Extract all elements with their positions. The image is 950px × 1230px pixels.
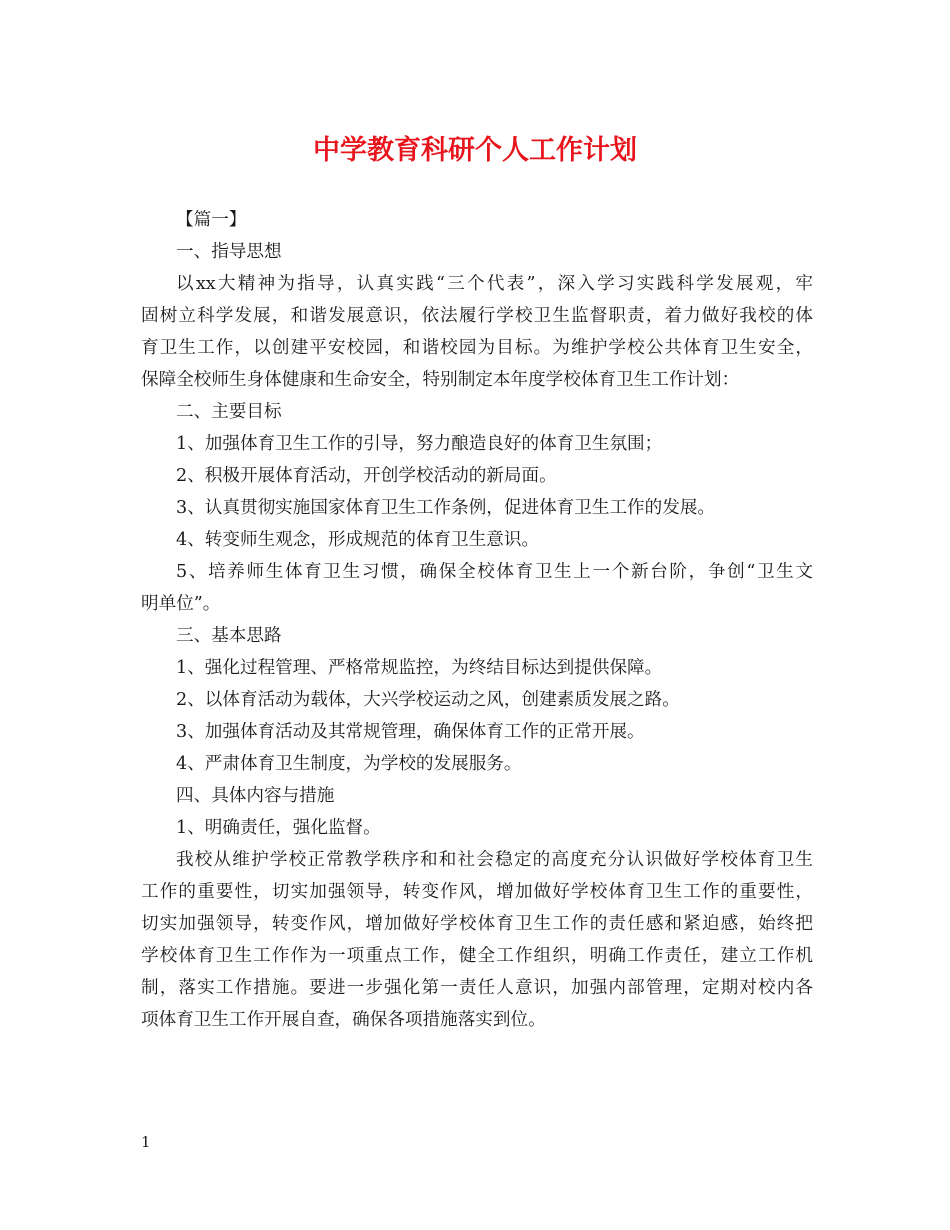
text-line: 明单位”。 bbox=[141, 594, 221, 614]
text-line: 4、转变师生观念，形成规范的体育卫生意识。 bbox=[176, 530, 540, 550]
text-line: 5、培养师生体育卫生习惯，确保全校体育卫生上一个新台阶，争创“卫生文 bbox=[176, 562, 813, 582]
text-line: 1、强化过程管理、严格常规监控，为终结目标达到提供保障。 bbox=[176, 658, 663, 678]
text-line: 以xx大精神为指导，认真实践“三个代表”，深入学习实践科学发展观，牢 bbox=[176, 274, 813, 294]
text-line: 育卫生工作，以创建平安校园，和谐校园为目标。为维护学校公共体育卫生安全， bbox=[141, 338, 813, 358]
document-body bbox=[141, 204, 813, 1036]
text-line: 【篇一】 bbox=[176, 210, 247, 230]
text-line: 2、以体育活动为载体，大兴学校运动之风，创建素质发展之路。 bbox=[176, 690, 680, 710]
text-line: 保障全校师生身体健康和生命安全，特别制定本年度学校体育卫生工作计划： bbox=[141, 370, 740, 390]
text-line: 二、主要目标 bbox=[176, 402, 282, 422]
text-line: 1、加强体育卫生工作的引导，努力酿造良好的体育卫生氛围； bbox=[176, 434, 663, 454]
text-line: 工作的重要性，切实加强领导，转变作风，增加做好学校体育卫生工作的重要性， bbox=[141, 882, 813, 902]
text-line: 一、指导思想 bbox=[176, 242, 282, 262]
text-line: 制，落实工作措施。要进一步强化第一责任人意识，加强内部管理，定期对校内各 bbox=[141, 978, 813, 998]
text-line: 固树立科学发展，和谐发展意识，依法履行学校卫生监督职责，着力做好我校的体 bbox=[141, 306, 813, 326]
text-line: 2、积极开展体育活动，开创学校活动的新局面。 bbox=[176, 466, 557, 486]
text-line: 4、严肃体育卫生制度，为学校的发展服务。 bbox=[176, 754, 522, 774]
page-number: 1 bbox=[141, 1133, 151, 1151]
text-line: 学校体育卫生工作作为一项重点工作，健全工作组织，明确工作责任，建立工作机 bbox=[141, 946, 813, 966]
text-line: 切实加强领导，转变作风，增加做好学校体育卫生工作的责任感和紧迫感，始终把 bbox=[141, 914, 813, 934]
document-title: 中学教育科研个人工作计划 bbox=[313, 135, 637, 166]
text-line: 3、加强体育活动及其常规管理，确保体育工作的正常开展。 bbox=[176, 722, 645, 742]
text-line: 项体育卫生工作开展自查，确保各项措施落实到位。 bbox=[141, 1010, 546, 1030]
text-line: 1、明确责任，强化监督。 bbox=[176, 818, 381, 838]
text-line: 3、认真贯彻实施国家体育卫生工作条例，促进体育卫生工作的发展。 bbox=[176, 498, 716, 518]
text-line: 四、具体内容与措施 bbox=[176, 786, 335, 806]
text-line: 我校从维护学校正常教学秩序和和社会稳定的高度充分认识做好学校体育卫生 bbox=[176, 850, 813, 870]
text-line: 三、基本思路 bbox=[176, 626, 282, 646]
